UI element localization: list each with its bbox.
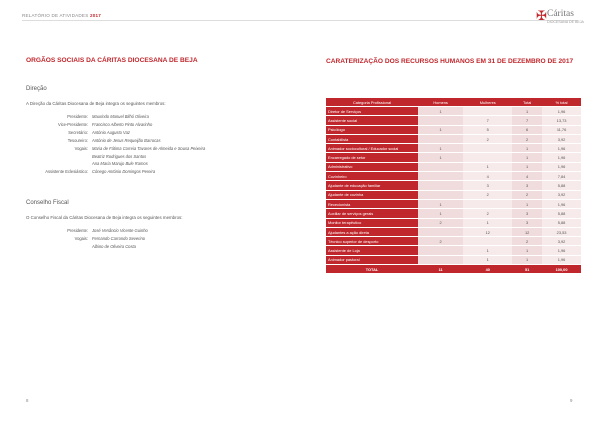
direcao-heading: Direção [26,86,47,92]
value-cell: 2 [418,237,463,245]
value-cell: 7,84 [542,172,581,180]
member-name: Francisco Alberto Pinto Alvarinho [92,121,153,127]
member-role: Assistente Eclesiástico: [45,169,88,175]
column-header: Homens [418,98,463,106]
value-cell [418,172,463,180]
value-cell: 1 [512,200,542,208]
value-cell: 1 [512,246,542,254]
value-cell: 1 [463,163,512,171]
member-role: Secretário: [68,129,88,135]
value-cell: 4 [463,172,512,180]
value-cell: 1 [512,163,542,171]
table-row [326,181,581,189]
value-cell: 2 [418,219,463,227]
value-cell: 13,73 [542,116,581,124]
table-row [326,126,581,134]
value-cell: 6 [512,126,542,134]
total-cell: 11 [418,265,463,273]
table-row [326,153,581,161]
value-cell: 1,96 [542,107,581,115]
column-header: Categoria Profissional [326,98,418,106]
table-row [326,107,581,115]
member-role: Presidente: [67,228,88,233]
category-cell: Técnico superior de desporto [326,237,418,245]
value-cell: 12 [463,228,512,236]
category-cell: Rececionista [326,200,418,208]
category-cell: Assistente de Loja [326,246,418,254]
value-cell: 1 [463,256,512,264]
value-cell [463,107,512,115]
member-role: Vogais: [74,145,88,151]
category-cell: Animador pastoral [326,256,418,264]
value-cell: 1 [418,126,463,134]
value-cell: 3,92 [542,135,581,143]
value-cell: 2 [512,135,542,143]
value-cell: 5,88 [542,219,581,227]
value-cell [463,153,512,161]
table-row [326,135,581,143]
member-role: Vice-Presidente: [58,121,88,127]
category-cell: Psicólogo [326,126,418,134]
table-row [326,256,581,264]
table-row [326,172,581,180]
value-cell [418,246,463,254]
value-cell: 12 [512,228,542,236]
right-section-title: CARATERIZAÇÃO DOS RECURSOS HUMANOS EM 31 DE DEZEMBRO DE 2017 [326,58,574,65]
value-cell [463,237,512,245]
member-name: António de Jesus Requeijão Barrocas [92,137,161,143]
value-cell: 2 [512,237,542,245]
direcao-intro: A Direção da Cáritas Diocesana de Beja integra os seguintes membros: [26,101,166,106]
value-cell: 2 [463,135,512,143]
member-name: Ana Maria Marujo Bule Ramos [92,161,148,167]
value-cell: 1 [463,246,512,254]
value-cell: 3 [512,181,542,189]
value-cell [418,256,463,264]
value-cell: 5 [463,126,512,134]
total-cell: 100,00 [542,265,581,273]
table-row [326,209,581,217]
total-row [326,265,581,273]
value-cell [418,163,463,171]
member-role: Vogais: [74,235,88,241]
category-cell: Ajudante de educação familiar [326,181,418,189]
table-row [326,116,581,124]
value-cell: 3 [463,181,512,189]
cross-icon: ✠ [536,8,547,23]
caritas-logo: ✠ Cáritas DIOCESANA DE BEJA [536,8,584,24]
category-cell: Cozinheiro [326,172,418,180]
left-section-title: ORGÃOS SOCIAIS DA CÁRITAS DIOCESANA DE BEJA [26,57,198,64]
table-row [326,191,581,199]
value-cell: 23,53 [542,228,581,236]
member-name: Beatriz Rodrigues dos Santos [92,153,147,159]
category-cell: Contabilista [326,135,418,143]
table-row [326,163,581,171]
category-cell: Diretor de Serviços [326,107,418,115]
member-name: José Venâncio Vicente Guinho [92,228,148,233]
value-cell: 2 [512,191,542,199]
category-cell: Administrativo [326,163,418,171]
value-cell [418,116,463,124]
value-cell: 1,96 [542,200,581,208]
value-cell: 1,96 [542,246,581,254]
member-name: Maurindo Manuel Bilhó Oliveira [92,114,149,119]
total-cell: 51 [512,265,542,273]
value-cell: 3 [512,209,542,217]
category-cell: Auxiliar de serviços gerais [326,209,418,217]
value-cell: 1,96 [542,256,581,264]
value-cell: 2 [463,191,512,199]
value-cell: 3 [512,219,542,227]
value-cell: 7 [463,116,512,124]
fiscal-intro: O Conselho Fiscal da Cáritas Diocesana de Beja integra os seguintes membros: [26,215,183,220]
table-header-row [326,98,581,106]
value-cell: 5,88 [542,181,581,189]
value-cell [418,228,463,236]
value-cell: 1 [418,144,463,152]
fiscal-heading: Conselho Fiscal [26,200,69,206]
table-row [326,200,581,208]
header-title: RELATÓRIO DE ATIVIDADES 2017 [22,13,101,18]
value-cell: 1 [418,200,463,208]
member-name: Maria de Fátima Correia Tavares de Almeida e Sousa Peixeira [92,145,206,151]
column-header: % total [542,98,581,106]
value-cell: 11,76 [542,126,581,134]
value-cell: 4 [512,172,542,180]
value-cell [418,181,463,189]
value-cell: 1 [418,209,463,217]
value-cell [463,200,512,208]
member-role: Presidente: [67,114,88,119]
member-name: Cónego António Domingos Pereira [92,169,156,175]
category-cell: Ajudante de cozinha [326,191,418,199]
category-cell: Assistente social [326,116,418,124]
table-row [326,228,581,236]
hr-table [326,97,581,274]
header-divider [22,20,578,21]
category-cell: Encarregado de setor [326,153,418,161]
value-cell: 1,96 [542,163,581,171]
category-cell: Monitor terapêutico [326,219,418,227]
page-number-left: 8 [26,398,29,403]
category-cell: Animador sociocultural / Educador social [326,144,418,152]
member-role: Tesoureiro: [67,137,88,143]
table-row [326,144,581,152]
value-cell [418,191,463,199]
member-name: Fernando Carrondo Severino [92,235,146,241]
value-cell: 1 [512,153,542,161]
column-header: Mulheres [463,98,512,106]
table-row [326,246,581,254]
member-name: António Augusto Vaz [92,129,130,135]
value-cell: 2 [463,209,512,217]
value-cell [463,144,512,152]
value-cell: 1 [512,144,542,152]
value-cell: 1,96 [542,144,581,152]
value-cell: 1 [418,107,463,115]
total-cell: TOTAL [326,265,418,273]
category-cell: Ajudantes a ação direta [326,228,418,236]
value-cell: 1 [512,256,542,264]
table-row [326,219,581,227]
total-cell: 40 [463,265,512,273]
page-number-right: 9 [570,398,573,403]
column-header: Total [512,98,542,106]
value-cell: 1 [463,219,512,227]
value-cell: 1,96 [542,153,581,161]
value-cell: 7 [512,116,542,124]
value-cell [418,135,463,143]
table-row [326,237,581,245]
value-cell: 1 [418,153,463,161]
value-cell: 3,92 [542,237,581,245]
value-cell: 1 [512,107,542,115]
value-cell: 5,88 [542,209,581,217]
member-name: Albino de Oliveira Costa [92,243,136,249]
value-cell: 3,92 [542,191,581,199]
